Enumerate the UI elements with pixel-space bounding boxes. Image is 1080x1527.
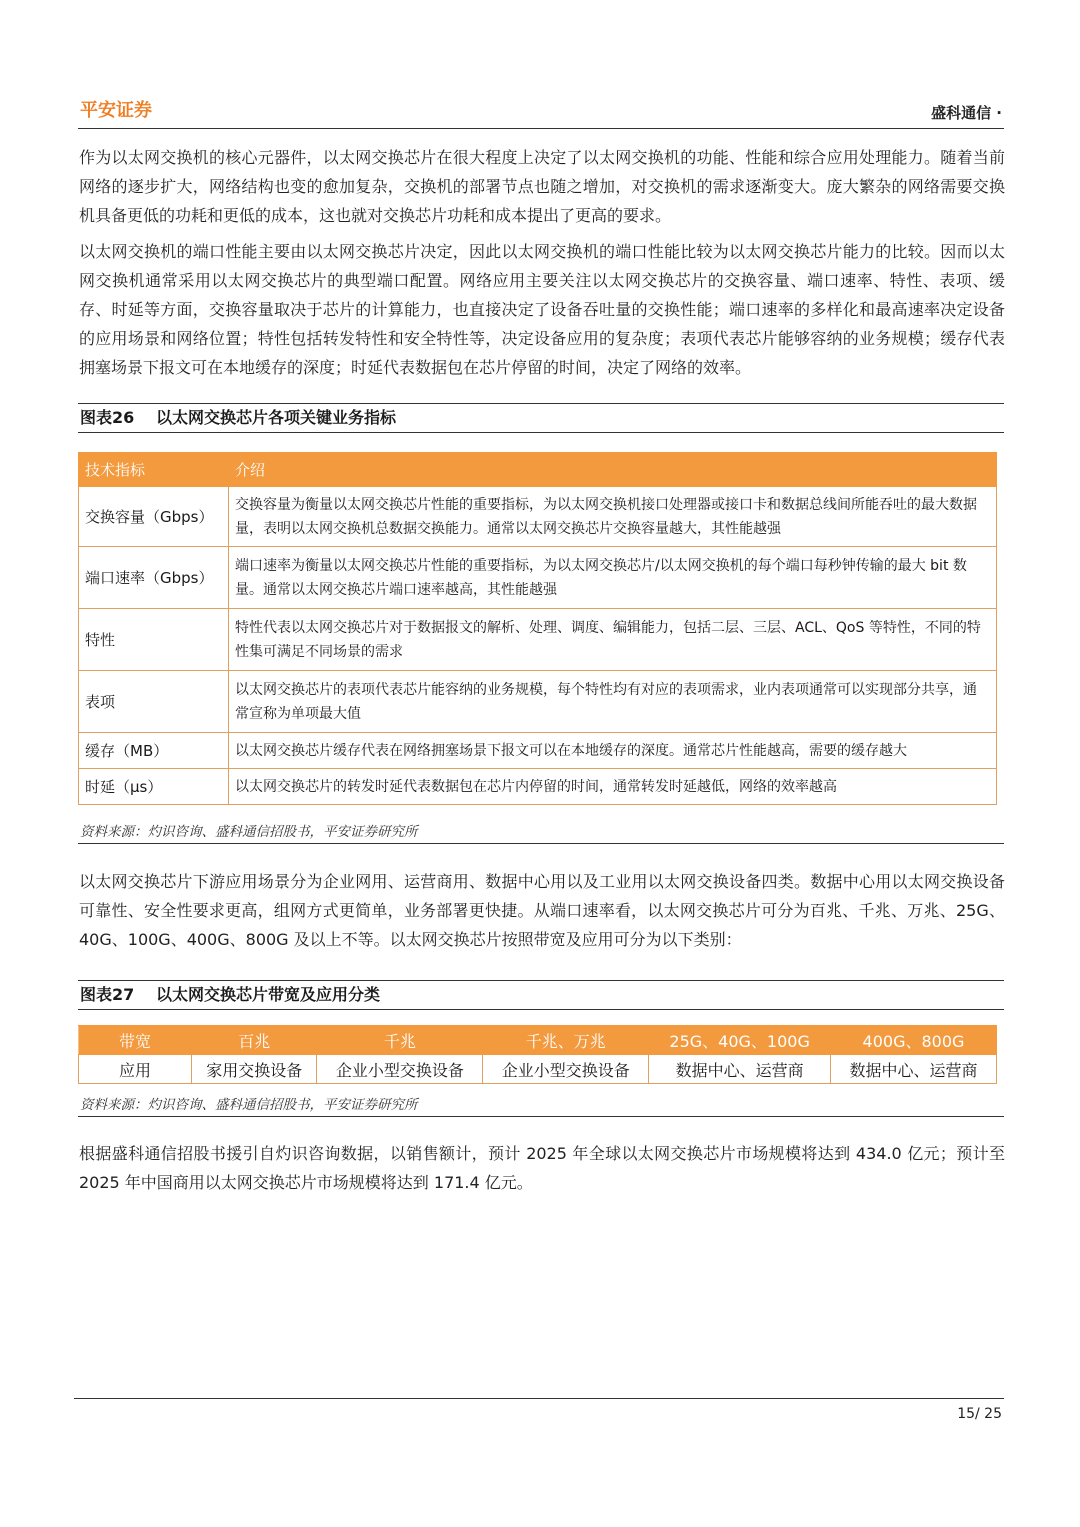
- metric-desc: 以太网交换芯片的表项代表芯片能容纳的业务规模，每个特性均有对应的表项需求，业内表项通常可以实现部分共享，通常宣称为单项最大值: [229, 671, 997, 733]
- figure-27-number: 图表27: [80, 985, 135, 1004]
- metrics-table: [78, 452, 997, 805]
- paragraph-2: 以太网交换机的端口性能主要由以太网交换芯片决定，因此以太网交换机的端口性能比较为以太网交换芯片能力的比较。因而以太网交换机通常采用以太网交换芯片的典型端口配置。网络应用主要关注以太网交换芯片的交换容量、端口速率、特性、表项、缓存、时延等方面，交换容量取决于芯片的计算能力，也直接决定了设备吞吐量的交换性能；端口速率的多样化和最高速率决定设备的应用场景和网络位置；特性包括转发特性和安全特性等，决定设备应用的复杂度；表项代表芯片能够容纳的业务规模；缓存代表拥塞场景下报文可在本地缓存的深度；时延代表数据包在芯片停留的时间，决定了网络的效率。: [79, 242, 1005, 377]
- table-row: [79, 1055, 997, 1084]
- application-cell: 家用交换设备: [192, 1055, 317, 1084]
- figure-27-source: 资料来源：灼识咨询、盛科通信招股书，平安证券研究所: [78, 1094, 1004, 1117]
- figure-26-title: [78, 403, 1004, 433]
- metric-desc: 以太网交换芯片的转发时延代表数据包在芯片内停留的时间，通常转发时延越低，网络的效率越高: [229, 769, 997, 805]
- metric-desc: 以太网交换芯片缓存代表在网络拥塞场景下报文可以在本地缓存的深度。通常芯片性能越高，需要的缓存越大: [229, 733, 997, 769]
- paragraph-3: 以太网交换芯片下游应用场景分为企业网用、运营商用、数据中心用以及工业用以太网交换设备四类。数据中心用以太网交换设备可靠性、安全性要求更高，组网方式更简单，业务部署更快捷。从端口速率看，以太网交换芯片可分为百兆、千兆、万兆、25G、40G、100G、400G、800G 及以上不等。以太网交换芯片按照带宽及应用可分为以下类别：: [79, 872, 1005, 949]
- table-row: [79, 609, 997, 671]
- application-header: 应用: [79, 1055, 192, 1084]
- figure-27-title: [78, 980, 1004, 1010]
- page-header: [78, 92, 1004, 129]
- metric-name: 端口速率（Gbps）: [79, 547, 229, 609]
- bandwidth-cell: 千兆、万兆: [483, 1026, 649, 1055]
- metric-desc: 特性代表以太网交换芯片对于数据报文的解析、处理、调度、编辑能力，包括二层、三层、ACL、QoS 等特性，不同的特性集可满足不同场景的需求: [229, 609, 997, 671]
- bandwidth-table: [78, 1025, 997, 1084]
- company-name: 盛科通信 ·: [931, 104, 1002, 122]
- bandwidth-cell: 25G、40G、100G: [649, 1026, 831, 1055]
- bandwidth-cell: 400G、800G: [831, 1026, 997, 1055]
- application-cell: 数据中心、运营商: [649, 1055, 831, 1084]
- metric-desc: 交换容量为衡量以太网交换芯片性能的重要指标，为以太网交换机接口处理器或接口卡和数据总线间所能吞吐的最大数据量，表明以太网交换机总数据交换能力。通常以太网交换芯片交换容量越大，其性能越强: [229, 487, 997, 547]
- metric-name: 时延（μs）: [79, 769, 229, 805]
- metric-name: 表项: [79, 671, 229, 733]
- table-row: [79, 671, 997, 733]
- application-cell: 数据中心、运营商: [831, 1055, 997, 1084]
- figure-26-number: 图表26: [80, 408, 135, 427]
- page-number: 15/ 25: [957, 1406, 1002, 1422]
- figure-26-caption: 以太网交换芯片各项关键业务指标: [156, 408, 397, 427]
- metric-name: 特性: [79, 609, 229, 671]
- brand-logo-text: 平安证券: [80, 100, 152, 121]
- footer-divider: [74, 1398, 1004, 1399]
- paragraph-4: 根据盛科通信招股书援引自灼识咨询数据，以销售额计，预计 2025 年全球以太网交换芯片市场规模将达到 434.0 亿元；预计至 2025 年中国商用以太网交换芯片市场规模将达到 171.4 亿元。: [79, 1144, 1005, 1192]
- metric-name: 交换容量（Gbps）: [79, 487, 229, 547]
- metric-desc: 端口速率为衡量以太网交换芯片性能的重要指标，为以太网交换芯片/以太网交换机的每个端口每秒钟传输的最大 bit 数量。通常以太网交换芯片端口速率越高，其性能越强: [229, 547, 997, 609]
- col-header-metric: 技术指标: [79, 453, 229, 487]
- figure-26-source: 资料来源：灼识咨询、盛科通信招股书，平安证券研究所: [78, 821, 1004, 844]
- bandwidth-cell: 百兆: [192, 1026, 317, 1055]
- bandwidth-header: 带宽: [79, 1026, 192, 1055]
- table-header-row: [79, 1026, 997, 1055]
- table-row: [79, 769, 997, 805]
- table-row: [79, 487, 997, 547]
- metric-name: 缓存（MB）: [79, 733, 229, 769]
- bandwidth-cell: 千兆: [317, 1026, 483, 1055]
- table-row: [79, 733, 997, 769]
- table-row: [79, 547, 997, 609]
- table-header-row: [79, 453, 997, 487]
- col-header-desc: 介绍: [229, 453, 997, 487]
- paragraph-1: 作为以太网交换机的核心元器件，以太网交换芯片在很大程度上决定了以太网交换机的功能、性能和综合应用处理能力。随着当前网络的逐步扩大，网络结构也变的愈加复杂，交换机的部署节点也随之增加，对交换机的需求逐渐变大。庞大繁杂的网络需要交换机具备更低的功耗和更低的成本，这也就对交换芯片功耗和成本提出了更高的要求。: [79, 148, 1005, 225]
- figure-27-caption: 以太网交换芯片带宽及应用分类: [156, 985, 381, 1004]
- application-cell: 企业小型交换设备: [483, 1055, 649, 1084]
- application-cell: 企业小型交换设备: [317, 1055, 483, 1084]
